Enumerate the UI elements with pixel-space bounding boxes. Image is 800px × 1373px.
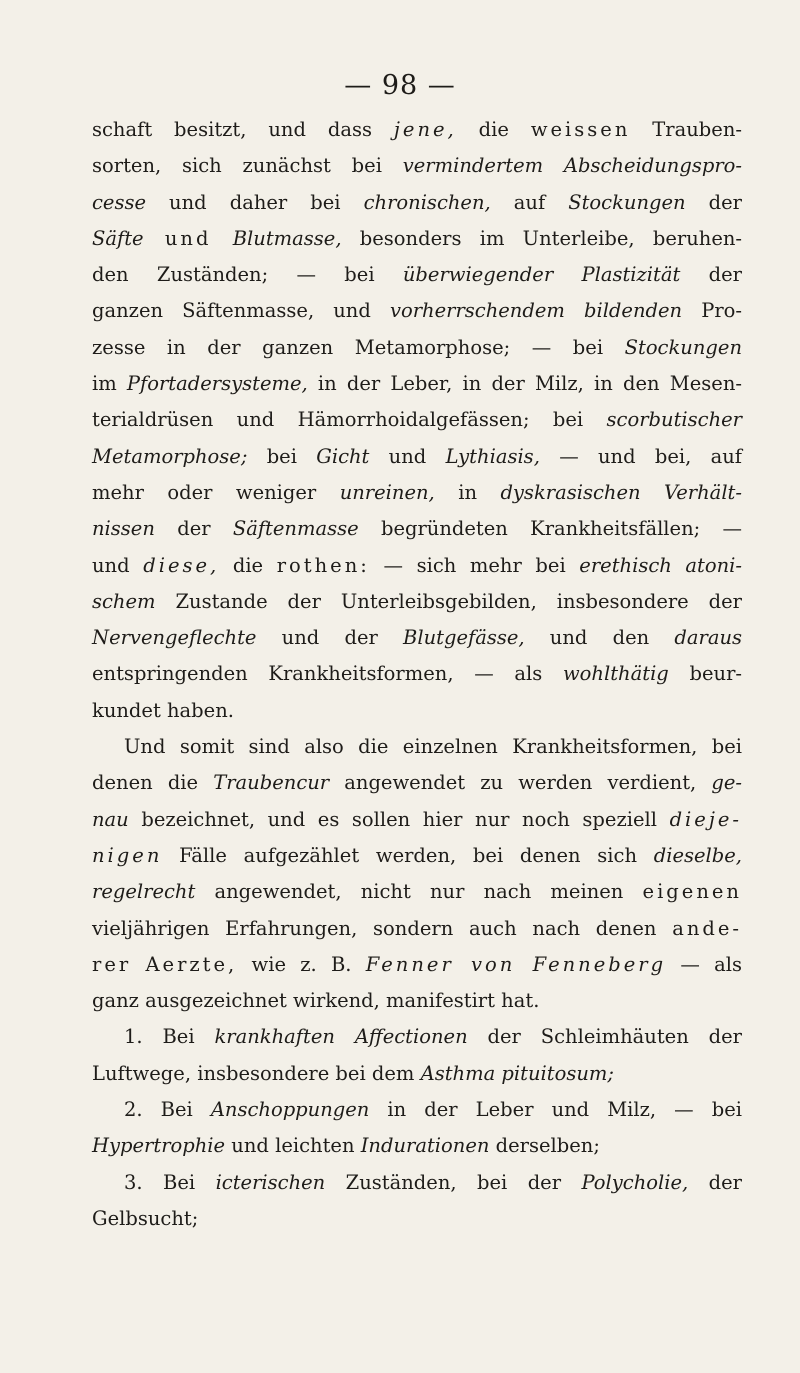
text-line: sorten, sich zunächst bei vermindertem Abscheidungspro-	[92, 154, 742, 178]
text-line: rer Aerzte, wie z. B. Fenner von Fenneberg — als	[92, 952, 742, 976]
text-line: nigen Fälle aufgezählet werden, bei denen sich dieselbe,	[92, 843, 742, 867]
text-line: Säfte und Blutmasse, besonders im Unterleibe, beruhen-	[92, 226, 743, 250]
text-line: schaft besitzt, und dass jene, die weissen Trauben-	[92, 118, 742, 141]
text-line: Metamorphose; bei Gicht und Lythiasis, — und bei, auf	[92, 444, 742, 468]
text-line: Gelbsucht;	[92, 1206, 199, 1230]
body-text	[92, 112, 742, 1237]
text-line: nau bezeichnet, und es sollen hier nur noch speziell dieje-	[92, 807, 742, 831]
list-item: 2. Bei Anschoppungen in der Leber und Milz, — bei	[124, 1098, 743, 1122]
text-line: nissen der Säftenmasse begründeten Krankheitsfällen; —	[92, 517, 742, 541]
text-line: den Zuständen; — bei überwiegender Plastizität der	[92, 263, 742, 287]
text-line: terialdrüsen und Hämorrhoidalgefässen; bei scorbutischer	[92, 408, 742, 432]
text-line: Hypertrophie und leichten Indurationen derselben;	[92, 1134, 600, 1158]
text-line: ganz ausgezeichnet wirkend, manifestirt hat.	[92, 989, 540, 1013]
text-line: Luftwege, insbesondere bei dem Asthma pituitosum;	[92, 1061, 614, 1085]
text-line: denen die Traubencur angewendet zu werden verdient, ge-	[92, 771, 742, 795]
text-line: mehr oder weniger unreinen, in dyskrasischen Verhält-	[92, 480, 742, 504]
text-line: cesse und daher bei chronischen, auf Stockungen der	[92, 190, 742, 214]
text-line: Und somit sind also die einzelnen Krankheitsformen, bei	[124, 735, 742, 759]
text-line: vieljährigen Erfahrungen, sondern auch nach denen ande-	[92, 916, 742, 940]
text-line: entspringenden Krankheitsformen, — als wohlthätig beur-	[92, 662, 742, 686]
page-number: — 98 —	[344, 70, 456, 101]
text-line: regelrecht angewendet, nicht nur nach meinen eigenen	[92, 880, 742, 904]
list-item: 1. Bei krankhaften Affectionen der Schleimhäuten der	[124, 1025, 742, 1049]
text-line: zesse in der ganzen Metamorphose; — bei Stockungen	[92, 335, 742, 359]
text-line: kundet haben.	[92, 698, 234, 722]
text-line: ganzen Säftenmasse, und vorherrschendem bildenden Pro-	[92, 299, 742, 323]
text-line: Nervengeflechte und der Blutgefässe, und den daraus	[92, 626, 743, 650]
text-line: und diese, die rothen: — sich mehr bei erethisch atoni-	[92, 553, 743, 577]
text-line: schem Zustande der Unterleibsgebilden, insbesondere der	[92, 589, 742, 613]
text-line: im Pfortadersysteme, in der Leber, in der Milz, in den Mesen-	[92, 372, 742, 396]
list-item: 3. Bei icterischen Zuständen, bei der Polycholie, der	[124, 1170, 743, 1194]
